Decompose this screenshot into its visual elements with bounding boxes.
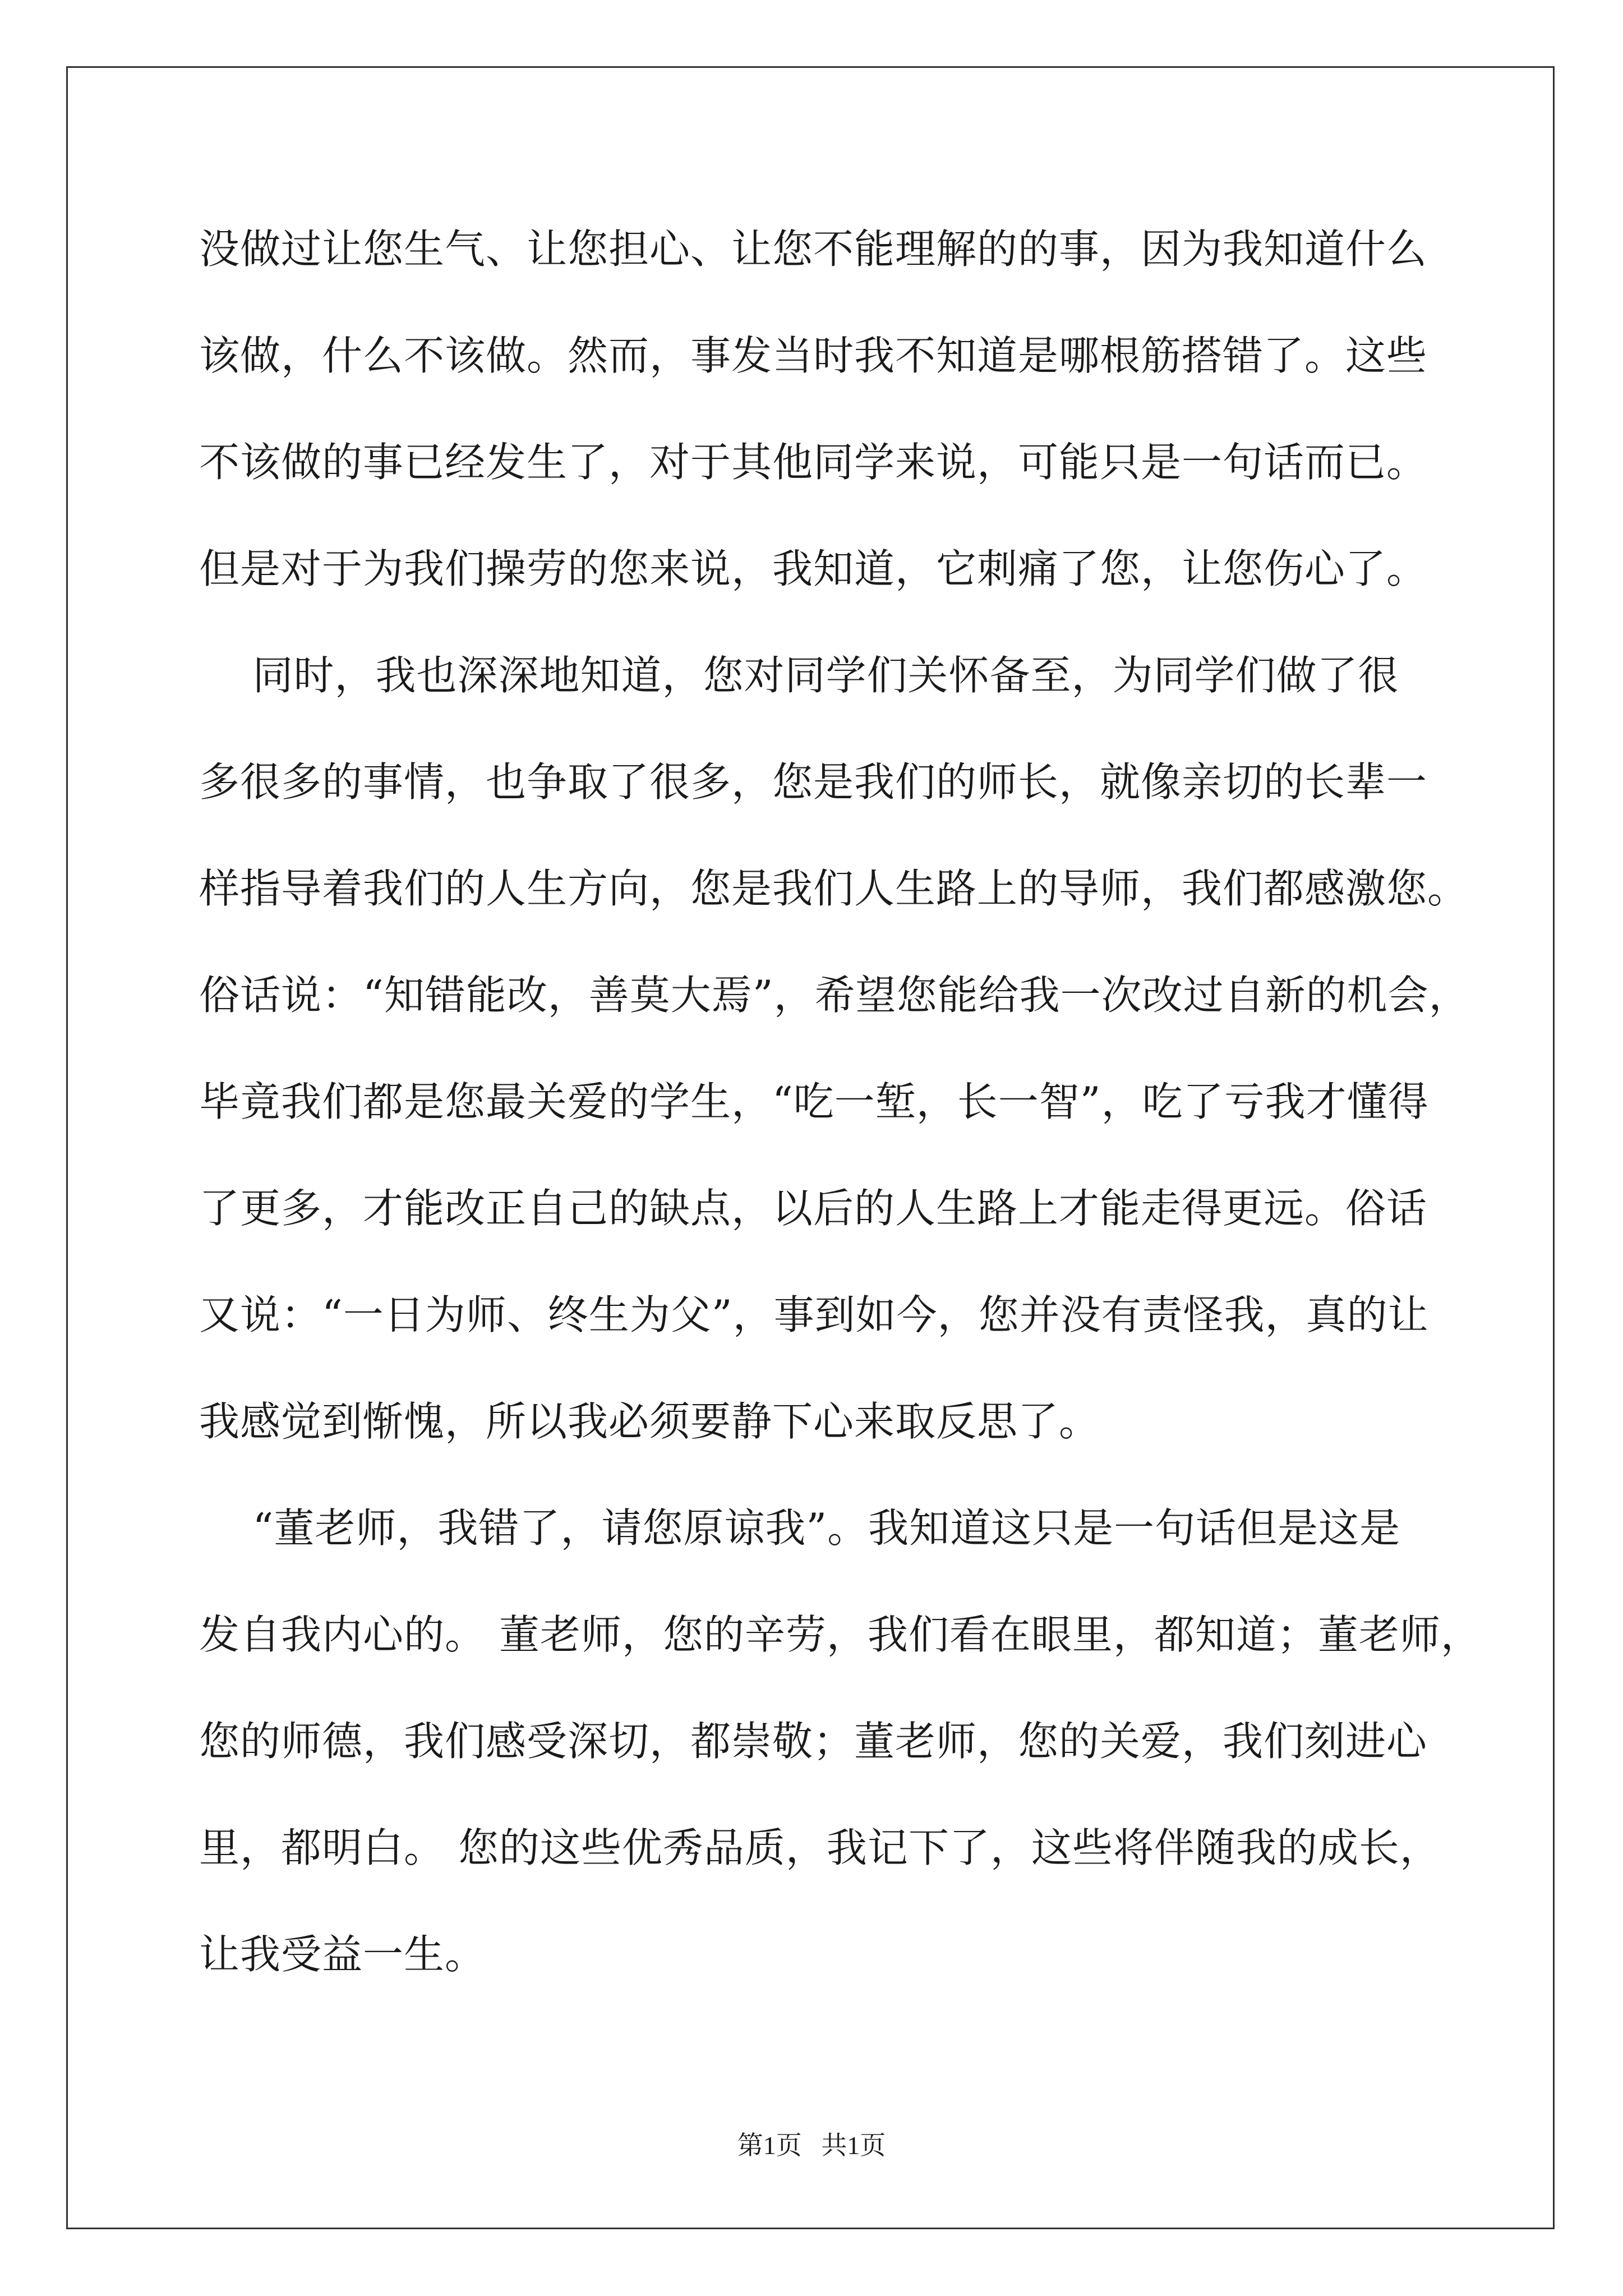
- page-border: [66, 66, 1555, 2229]
- text-line: 但是对于为我们操劳的您来说，我知道，它刺痛了您，让您伤心了。: [199, 545, 1428, 592]
- text-line: 俗话说：“知错能改，善莫大焉”，希望您能给我一次改过自新的机会，: [199, 972, 1470, 1019]
- text-line: 了更多，才能改正自己的缺点，以后的人生路上才能走得更远。俗话: [199, 1185, 1428, 1232]
- text-line: 里，都明白。 您的这些优秀品质，我记下了，这些将伴随我的成长，: [199, 1824, 1441, 1871]
- text-line: 发自我内心的。 董老师，您的辛劳，我们看在眼里，都知道；董老师，: [199, 1611, 1482, 1658]
- text-line: 多很多的事情，也争取了很多，您是我们的师长，就像亲切的长辈一: [199, 758, 1428, 806]
- text-line: 不该做的事已经发生了，对于其他同学来说，可能只是一句话而已。: [199, 439, 1428, 486]
- text-line: “董老师，我错了，请您原谅我”。我知道这只是一句话但是这是: [199, 1504, 1401, 1552]
- text-line: 该做，什么不该做。然而，事发当时我不知道是哪根筋搭错了。这些: [199, 332, 1428, 379]
- text-line: 样指导着我们的人生方向，您是我们人生路上的导师，我们都感激您。: [199, 865, 1469, 912]
- text-line: 您的师德，我们感受深切，都崇敬；董老师，您的关爱，我们刻进心: [199, 1718, 1428, 1765]
- text-line: 又说：“一日为师、终生为父”，事到如今，您并没有责怪我，真的让: [199, 1291, 1429, 1338]
- text-line: 我感觉到惭愧，所以我必须要静下心来取反思了。: [199, 1398, 1100, 1445]
- page-footer: 第1页 共1页: [737, 2131, 886, 2160]
- text-line: 让我受益一生。: [199, 1931, 486, 1978]
- text-line: 没做过让您生气、让您担心、让您不能理解的的事，因为我知道什么: [199, 226, 1428, 273]
- text-line: 毕竟我们都是您最关爱的学生，“吃一堑，长一智”，吃了亏我才懂得: [199, 1078, 1429, 1125]
- text-line: 同时，我也深深地知道，您对同学们关怀备至，为同学们做了很: [199, 652, 1399, 699]
